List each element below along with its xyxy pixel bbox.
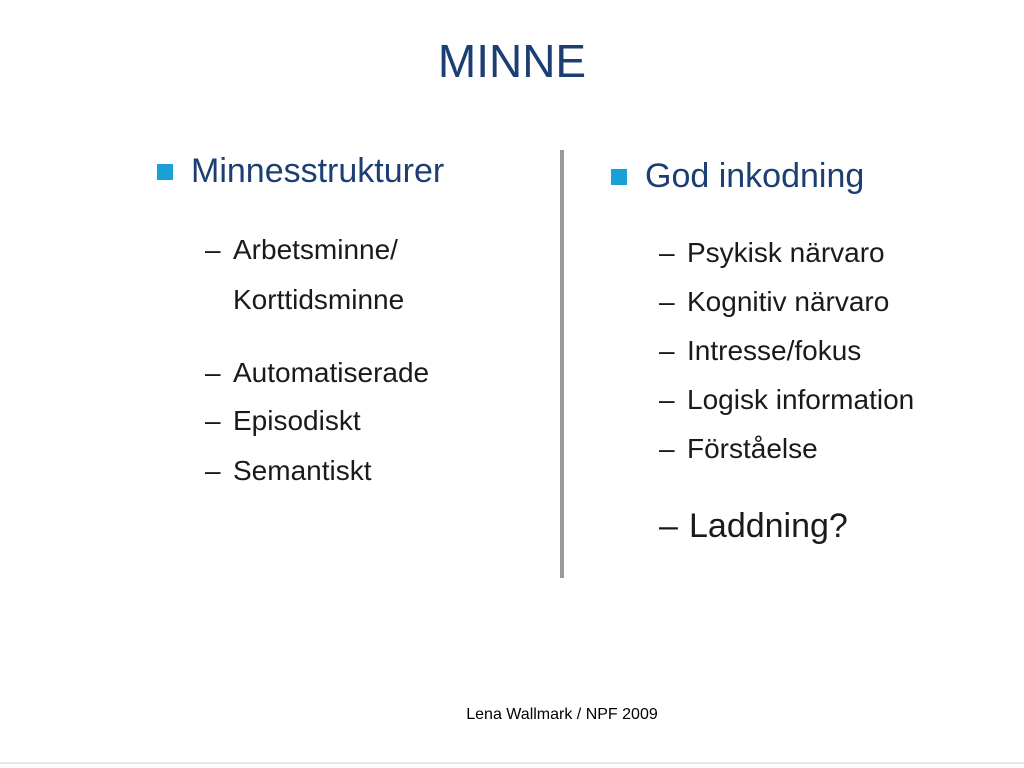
left-item-episodiskt: – Episodiskt — [205, 405, 361, 436]
footer-credit: Lena Wallmark / NPF 2009 — [466, 706, 658, 723]
dash-bullet: – — [659, 286, 675, 317]
dash-bullet: – — [659, 507, 678, 545]
right-item-laddning: – Laddning? — [659, 507, 848, 545]
left-item-automatiserade: – Automatiserade — [205, 357, 430, 388]
bottom-rule — [0, 762, 1024, 764]
dash-bullet: – — [659, 237, 675, 268]
right-item-psykisk: – Psykisk närvaro — [659, 237, 885, 268]
dash-bullet: – — [659, 384, 675, 415]
left-heading: Minnesstrukturer — [191, 152, 445, 190]
dash-bullet: – — [205, 455, 221, 486]
column-divider — [560, 150, 564, 578]
dash-bullet: – — [659, 433, 675, 464]
dash-bullet: – — [205, 357, 221, 388]
dash-bullet: – — [205, 234, 221, 265]
left-item-semantiskt: – Semantiskt — [205, 455, 372, 486]
right-heading: God inkodning — [645, 157, 865, 195]
square-bullet-icon — [611, 169, 627, 185]
square-bullet-icon — [157, 164, 173, 180]
right-bullet — [611, 157, 864, 196]
dash-bullet: – — [205, 405, 221, 436]
slide-title: MINNE — [437, 35, 587, 87]
right-item-kognitiv: – Kognitiv närvaro — [659, 286, 890, 317]
left-item-arbetsminne: – Arbetsminne/ — [205, 234, 398, 265]
left-bullet — [157, 152, 444, 191]
right-item-logisk: – Logisk information — [659, 384, 915, 415]
right-item-intresse: – Intresse/fokus — [659, 335, 862, 366]
left-item-korttidsminne: Korttidsminne — [233, 284, 405, 315]
right-item-forstaelse: – Förståelse — [659, 433, 818, 464]
dash-bullet: – — [659, 335, 675, 366]
